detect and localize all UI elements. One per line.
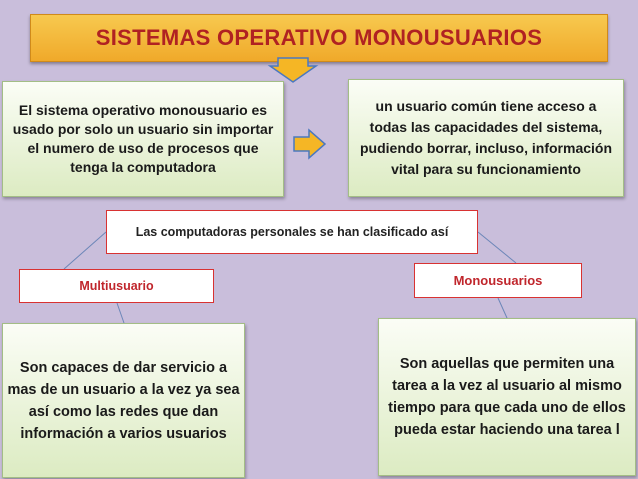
classification-text: Las computadoras personales se han clasificado así [135,225,449,239]
monousuarios-box [414,263,582,298]
connector-mono-to-desc [498,298,507,318]
connector-multi-to-desc [117,303,124,323]
multiusuario-box [19,269,214,303]
monousuarios-description-box [378,318,636,476]
multiusuario-description-box [2,323,245,478]
definition-box [2,81,284,197]
title-bar [30,14,608,62]
multiusuario-label: Multiusuario [79,279,154,293]
connector-center-to-multi [64,232,106,269]
monousuarios-label: Monousuarios [453,273,543,288]
user-access-box [348,79,624,197]
user-access-text: un usuario común tiene acceso a todas las capacidades del sistema, pudiendo borrar, incluso, información vital para su funcionamiento [359,98,613,177]
down-arrow-icon [266,56,320,84]
page-title: SISTEMAS OPERATIVO MONOUSUARIOS [95,25,543,50]
multiusuario-description: Son capaces de dar servicio a mas de un usuario a la vez ya sea así como las redes que dan información a varios usuarios [7,359,240,442]
monousuarios-description: Son aquellas que permiten una tarea a la vez al usuario al mismo tiempo para que cada uno de ellos pueda estar haciendo una tarea l [388,356,626,438]
classification-box [106,210,478,254]
right-arrow-icon [292,128,328,160]
definition-text: El sistema operativo monousuario es usado por solo un usuario sin importar el numero de uso de procesos que tenga la computadora [12,102,274,175]
connector-center-to-mono [478,232,516,263]
